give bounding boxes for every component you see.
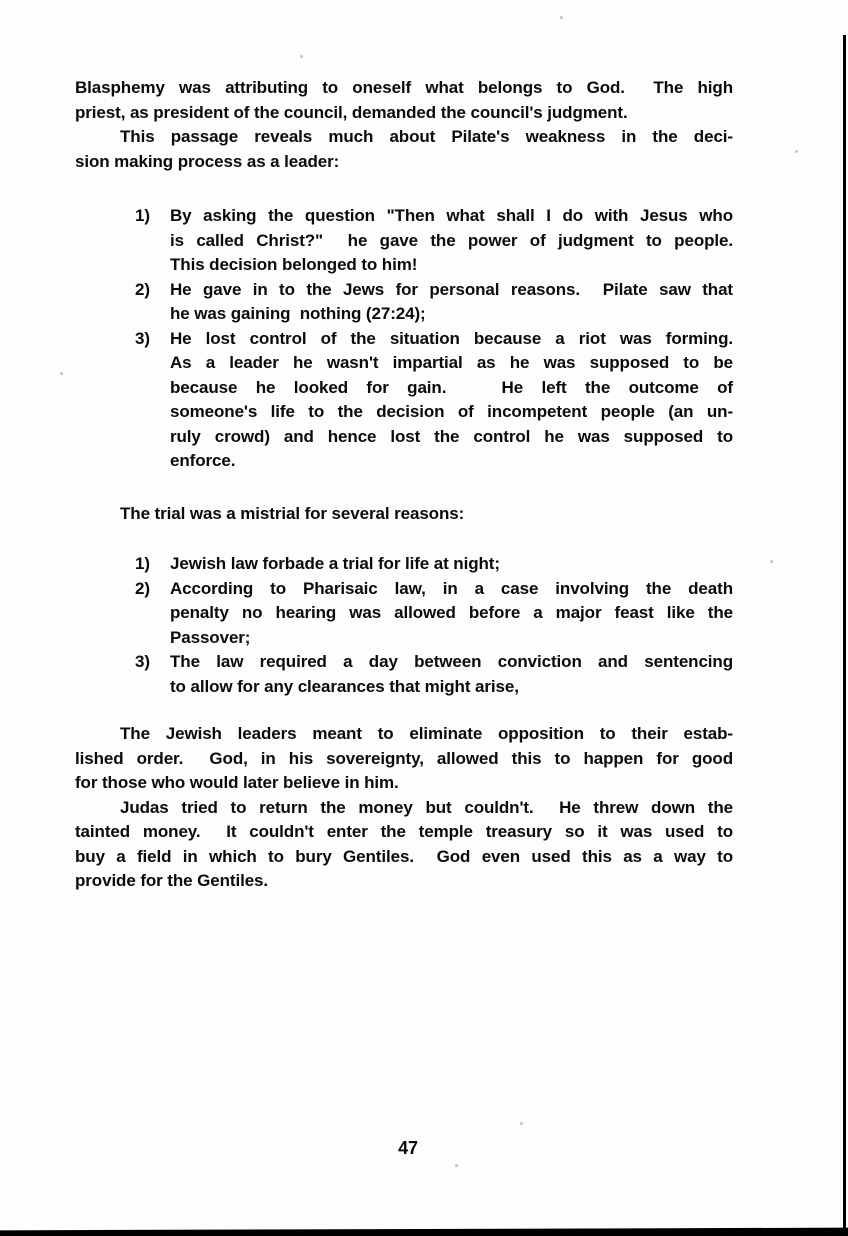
text-line: He lost control of the situation because a riot was forming. <box>170 328 733 348</box>
text-line: provide for the Gentiles. <box>75 871 269 890</box>
list-item-marker: 1) <box>135 206 150 225</box>
scan-speck <box>215 640 218 643</box>
numbered-list-pilate-weakness <box>135 204 733 474</box>
text-line: he was gaining nothing (27:24); <box>170 304 426 323</box>
text-line: As a leader he wasn't impartial as he was supposed to be <box>170 353 733 372</box>
scan-speck <box>455 1164 458 1167</box>
page-body-text <box>75 76 733 894</box>
text-line: Blasphemy was attributing to oneself what belongs to God. The high <box>75 78 733 97</box>
list-item <box>135 650 733 699</box>
text-line: buy a field in which to bury Gentiles. God even used this as a way to <box>75 846 733 866</box>
text-line: priest, as president of the council, demanded the council's judgment. <box>75 102 628 122</box>
text-line: to allow for any clearances that might arise, <box>170 676 519 696</box>
text-line: This decision belonged to him! <box>170 255 418 274</box>
text-line: lished order. God, in his sovereignty, allowed this to happen for good <box>75 748 733 768</box>
scan-speck <box>795 150 798 153</box>
paragraph-judas-money <box>75 796 733 894</box>
list-item <box>135 552 733 577</box>
scan-speck <box>60 372 63 375</box>
text-line: someone's life to the decision of incompetent people (an un- <box>170 402 733 421</box>
text-line: This passage reveals much about Pilate's weakness in the deci- <box>120 127 733 146</box>
text-line: sion making process as a leader: <box>75 151 340 171</box>
list-item <box>135 327 733 474</box>
scan-speck <box>300 55 303 58</box>
text-line: Passover; <box>170 627 251 647</box>
scan-speck <box>520 1122 523 1125</box>
scan-edge-band-bottom <box>0 1228 848 1236</box>
text-line: tainted money. It couldn't enter the temple treasury so it was used to <box>75 822 733 841</box>
text-line: enforce. <box>170 451 236 470</box>
text-line: Judas tried to return the money but couldn't. He threw down the <box>120 797 733 817</box>
text-line: He gave in to the Jews for personal reasons. Pilate saw that <box>170 279 733 299</box>
list-item-marker: 3) <box>135 328 150 348</box>
list-item-marker: 1) <box>135 554 150 573</box>
text-line: The law required a day between conviction and sentencing <box>170 652 733 671</box>
text-line: because he looked for gain. He left the outcome of <box>170 377 733 397</box>
text-line: According to Pharisaic law, in a case involving the death <box>170 578 733 598</box>
list-item-marker: 2) <box>135 279 150 299</box>
list-item-marker: 3) <box>135 652 150 671</box>
scan-speck <box>770 560 773 563</box>
list-item <box>135 577 733 651</box>
text-line: for those who would later believe in him. <box>75 773 399 792</box>
text-line: The Jewish leaders meant to eliminate opposition to their estab- <box>120 724 733 743</box>
scan-edge-line-right <box>843 35 846 1236</box>
scan-speck <box>560 16 563 19</box>
numbered-list-mistrial-reasons <box>135 552 733 699</box>
text-line: By asking the question "Then what shall I do with Jesus who <box>170 206 733 225</box>
text-line: Jewish law forbade a trial for life at night; <box>170 554 500 573</box>
text-line: penalty no hearing was allowed before a major feast like the <box>170 603 733 622</box>
list-item-marker: 2) <box>135 578 150 598</box>
paragraph-blasphemy <box>75 76 733 125</box>
paragraph-jewish-leaders <box>75 722 733 796</box>
paragraph-passage-reveals <box>75 125 733 174</box>
list-item <box>135 204 733 278</box>
list-item <box>135 278 733 327</box>
text-line: ruly crowd) and hence lost the control he was supposed to <box>170 426 733 446</box>
page-number: 47 <box>398 1138 418 1158</box>
mistrial-heading: The trial was a mistrial for several reasons: <box>120 503 465 523</box>
text-line: is called Christ?" he gave the power of judgment to people. <box>170 230 733 250</box>
